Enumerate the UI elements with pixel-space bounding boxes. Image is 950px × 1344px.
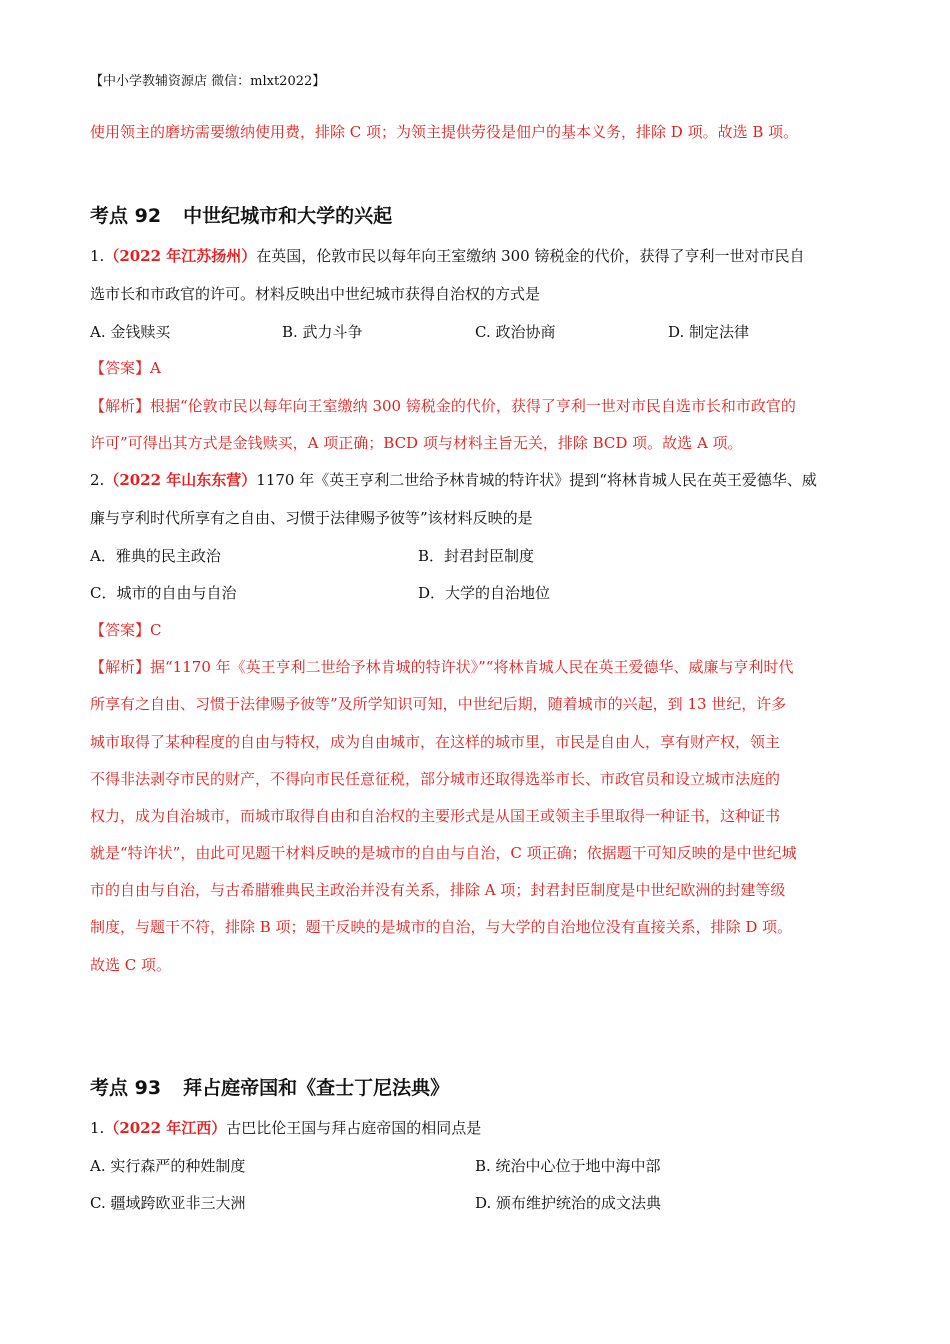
q92-2-answer (90, 620, 162, 640)
analysis-text: 根据“伦敦市民以每年向王室缴纳 300 镑税金的代价，获得了亨利一世对市民自选市长和市政官的 (150, 397, 796, 415)
answer-label: 【答案】 (90, 359, 151, 377)
question-number: 1. (90, 247, 105, 265)
q93-1-option-b: B. 统治中心位于地中海中部 (475, 1157, 661, 1175)
q92-1-option-b: B. 武力斗争 (282, 323, 363, 341)
answer-label: 【答案】 (90, 621, 151, 639)
question-text: 1170 年《英王亨利二世给予林肯城的特许状》提到“将林肯城人民在英王爱德华、威 (256, 471, 817, 489)
q92-2-option-d: D．大学的自治地位 (418, 584, 551, 602)
section-92-number: 考点 92 (90, 205, 162, 227)
question-source: （2022 年江苏扬州） (104, 247, 257, 265)
q92-2-analysis-line4: 不得非法剥夺市民的财产，不得向市民任意征税，部分城市还取得选举市长、市政官员和设立城市法庭的 (90, 770, 781, 788)
q92-2-analysis-line3: 城市取得了某种程度的自由与特权，成为自由城市，在这样的城市里，市民是自由人，享有财产权，领主 (90, 733, 781, 751)
analysis-label: 【解析】 (90, 658, 151, 676)
answer-value: A (150, 359, 161, 377)
q92-2-option-a: A．雅典的民主政治 (90, 547, 221, 565)
q92-1-answer (90, 358, 161, 378)
question-text: 古巴比伦王国与拜占庭帝国的相同点是 (226, 1119, 482, 1137)
q93-1-option-a: A. 实行森严的种姓制度 (90, 1157, 246, 1175)
analysis-label: 【解析】 (90, 397, 151, 415)
q92-1-analysis-line2: 许可”可得出其方式是金钱赎买，A 项正确；BCD 项与材料主旨无关，排除 BCD 项。故选 A 项。 (90, 434, 743, 452)
question-number: 2. (90, 471, 105, 489)
section-93-number: 考点 93 (90, 1077, 162, 1099)
q92-1-analysis-line1 (90, 396, 796, 416)
question-source: （2022 年山东东营） (104, 471, 257, 489)
answer-value: C (150, 621, 162, 639)
question-text: 在英国，伦敦市民以每年向王室缴纳 300 镑税金的代价，获得了亨利一世对市民自 (256, 247, 805, 265)
section-92-text: 中世纪城市和大学的兴起 (183, 205, 393, 227)
q92-2-analysis-line2: 所享有之自由、习惯于法律赐予彼等”及所学知识可知，中世纪后期，随着城市的兴起，到 13 世纪，许多 (90, 695, 787, 713)
q92-1-stem-line1 (90, 246, 804, 266)
analysis-text: 据“1170 年《英王亨利二世给予林肯城的特许状》”“将林肯城人民在英王爱德华、威廉与亨利时代 (150, 658, 794, 676)
question-source: （2022 年江西） (104, 1119, 227, 1137)
q92-2-option-c: C．城市的自由与自治 (90, 584, 237, 602)
section-93-text: 拜占庭帝国和《查士丁尼法典》 (183, 1077, 450, 1099)
section-93-title (90, 1073, 449, 1100)
q92-2-analysis-line9: 故选 C 项。 (90, 956, 172, 974)
q92-2-analysis-line5: 权力，成为自治城市，而城市取得自由和自治权的主要形式是从国王或领主手里取得一种证书，这种证书 (90, 807, 781, 825)
q93-1-option-c: C. 疆域跨欧亚非三大洲 (90, 1194, 246, 1212)
q92-1-option-d: D. 制定法律 (668, 323, 750, 341)
page-header: 【中小学教辅资源店 微信：mlxt2022】 (90, 74, 326, 89)
q93-1-stem (90, 1118, 481, 1138)
q92-1-option-c: C. 政治协商 (475, 323, 556, 341)
q93-1-option-d: D. 颁布维护统治的成文法典 (475, 1194, 662, 1212)
previous-analysis-tail: 使用领主的磨坊需要缴纳使用费，排除 C 项；为领主提供劳役是佃户的基本义务，排除 D 项。故选 B 项。 (90, 123, 799, 141)
q92-2-stem-line1 (90, 470, 817, 490)
q92-2-stem-line2: 廉与亨利时代所享有之自由、习惯于法律赐予彼等”该材料反映的是 (90, 509, 533, 527)
q92-2-analysis-line6: 就是“特许状”，由此可见题干材料反映的是城市的自由与自治，C 项正确；依据题干可知反映的是中世纪城 (90, 844, 797, 862)
q92-1-stem-line2: 选市长和市政官的许可。材料反映出中世纪城市获得自治权的方式是 (90, 285, 541, 303)
q92-1-option-a: A. 金钱赎买 (90, 323, 171, 341)
q92-2-analysis-line1 (90, 657, 793, 677)
q92-2-analysis-line8: 制度，与题干不符，排除 B 项；题干反映的是城市的自治，与大学的自治地位没有直接关系，排除 D 项。 (90, 918, 793, 936)
q92-2-option-b: B．封君封臣制度 (418, 547, 535, 565)
q92-2-analysis-line7: 市的自由与自治，与古希腊雅典民主政治并没有关系，排除 A 项；封君封臣制度是中世纪欧洲的封建等级 (90, 881, 786, 899)
question-number: 1. (90, 1119, 105, 1137)
section-92-title (90, 201, 392, 228)
